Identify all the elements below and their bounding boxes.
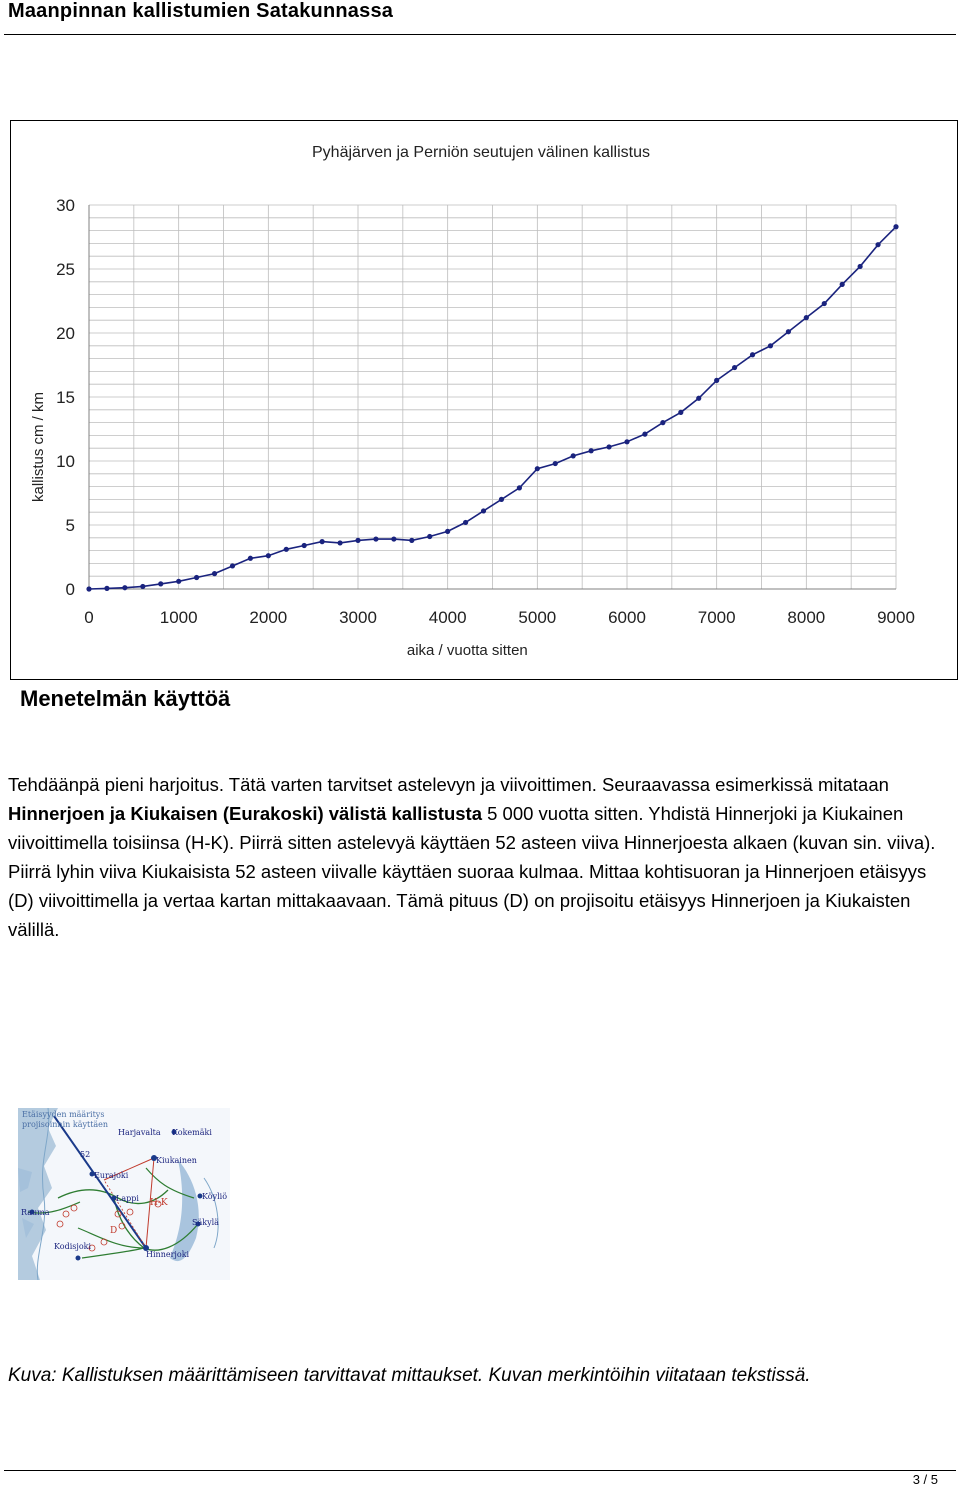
data-point bbox=[822, 301, 827, 306]
data-point bbox=[732, 365, 737, 370]
data-point bbox=[266, 553, 271, 558]
y-tick-label: 15 bbox=[56, 388, 75, 407]
data-point bbox=[678, 410, 683, 415]
map-label-sakyla: Säkylä bbox=[192, 1218, 219, 1227]
data-point bbox=[481, 508, 486, 513]
chart-title: Pyhäjärven ja Perniön seutujen välinen kallistus bbox=[312, 144, 650, 161]
section-heading: Menetelmän käyttöä bbox=[20, 686, 231, 711]
data-point bbox=[571, 453, 576, 458]
x-tick-label: 5000 bbox=[518, 608, 557, 627]
data-point bbox=[373, 536, 378, 541]
data-point bbox=[337, 540, 342, 545]
data-point bbox=[750, 352, 755, 357]
chart-panel bbox=[10, 120, 958, 680]
data-point bbox=[606, 444, 611, 449]
data-point bbox=[660, 420, 665, 425]
page-number: 3 / 5 bbox=[912, 1472, 938, 1487]
data-point bbox=[786, 329, 791, 334]
figure-caption: Kuva: Kallistuksen määrittämiseen tarvittavat mittaukset. Kuvan merkintöihin viitataan tekstissä. bbox=[8, 1365, 811, 1386]
data-point bbox=[158, 581, 163, 586]
x-tick-label: 8000 bbox=[787, 608, 826, 627]
data-point bbox=[875, 242, 880, 247]
data-point bbox=[768, 343, 773, 348]
x-tick-label: 1000 bbox=[159, 608, 198, 627]
data-point bbox=[553, 461, 558, 466]
document-title: Maanpinnan kallistumien Satakunnassa bbox=[8, 0, 394, 22]
data-point bbox=[589, 448, 594, 453]
map-label-kokemaki: Kokemäki bbox=[172, 1128, 212, 1137]
data-point bbox=[696, 396, 701, 401]
data-point bbox=[104, 586, 109, 591]
y-tick-label: 0 bbox=[65, 580, 75, 599]
x-tick-label: 6000 bbox=[608, 608, 646, 627]
data-point bbox=[714, 378, 719, 383]
data-point bbox=[212, 571, 217, 576]
map-label-kiukainen: Kiukainen bbox=[156, 1156, 197, 1165]
x-tick-label: 4000 bbox=[428, 608, 467, 627]
data-point bbox=[409, 538, 414, 543]
x-axis-label: aika / vuotta sitten bbox=[406, 642, 528, 659]
data-point bbox=[86, 586, 91, 591]
map-label-eurajoki: Eurajoki bbox=[94, 1171, 129, 1180]
data-point bbox=[140, 584, 145, 589]
map-label-kodisjoki: Kodisjoki bbox=[54, 1242, 92, 1251]
data-point bbox=[840, 282, 845, 287]
data-point bbox=[517, 485, 522, 490]
data-point bbox=[858, 264, 863, 269]
data-point bbox=[535, 466, 540, 471]
data-point bbox=[499, 497, 504, 502]
map-label-lappi: Lappi bbox=[116, 1194, 139, 1203]
data-point bbox=[302, 543, 307, 548]
y-tick-label: 25 bbox=[56, 260, 75, 279]
data-point bbox=[463, 520, 468, 525]
paragraph-part-2: 5 000 vuotta sitten. Yhdistä Hinnerjoki ja Kiukainen viivoittimella toisiinsa (H-K). Piirrä sitten astelevyä käyttäen 52 asteen viiva Hinnerjoesta alkaen (kuvan sin. viiva). Piirrä lyhin viiva Kiukaisista 52 asteen viivalle käyttäen suoraa kulmaa. Mittaa kohtisuoran ja Hinnerjoen etäisyys (D) viivoittimella ja vertaa kartan mittakaavaan. Tämä pituus (D) on projisoitu etäisyys Hinnerjoen ja Kiukaisten välillä. bbox=[8, 803, 936, 940]
map-label-harjavalta: Harjavalta bbox=[118, 1128, 161, 1137]
projection-map bbox=[18, 1108, 230, 1280]
data-point bbox=[230, 563, 235, 568]
map-label-koylio: Köyliö bbox=[202, 1192, 228, 1201]
header-divider bbox=[4, 34, 956, 35]
paragraph-part-1: Tehdäänpä pieni harjoitus. Tätä varten tarvitset astelevyn ja viivoittimen. Seuraavassa esimerkissä mitataan bbox=[8, 774, 889, 795]
data-point bbox=[445, 529, 450, 534]
data-point bbox=[122, 585, 127, 590]
data-point bbox=[320, 539, 325, 544]
data-point bbox=[176, 579, 181, 584]
data-point bbox=[248, 556, 253, 561]
data-point bbox=[427, 534, 432, 539]
x-tick-label: 7000 bbox=[697, 608, 736, 627]
data-point bbox=[391, 536, 396, 541]
x-tick-label: 2000 bbox=[249, 608, 288, 627]
tilt-line-chart bbox=[11, 121, 957, 679]
footer-divider bbox=[4, 1470, 956, 1471]
data-point bbox=[284, 547, 289, 552]
data-point bbox=[194, 575, 199, 580]
map-label-hk: H-K bbox=[150, 1198, 168, 1208]
x-tick-label: 9000 bbox=[877, 608, 915, 627]
data-point bbox=[642, 432, 647, 437]
map-label-d: D bbox=[110, 1226, 118, 1236]
map-title: Etäisyyden määritys projisoinnin käyttäen bbox=[22, 1110, 109, 1129]
x-tick-label: 3000 bbox=[339, 608, 377, 627]
y-tick-label: 5 bbox=[65, 516, 75, 535]
data-point bbox=[355, 538, 360, 543]
y-tick-label: 10 bbox=[56, 452, 75, 471]
x-tick-label: 0 bbox=[84, 608, 94, 627]
y-axis-label: kallistus cm / km bbox=[30, 391, 47, 503]
data-point bbox=[893, 224, 898, 229]
map-label-hinnerjoki: Hinnerjoki bbox=[146, 1250, 190, 1259]
data-point bbox=[624, 439, 629, 444]
map-label-rauma: Rauma bbox=[21, 1208, 50, 1217]
paragraph-bold-phrase: Hinnerjoen ja Kiukaisen (Eurakoski) välistä kallistusta bbox=[8, 803, 482, 824]
data-point bbox=[804, 315, 809, 320]
y-tick-label: 30 bbox=[56, 196, 75, 215]
body-paragraph bbox=[8, 770, 954, 944]
map-label-angle: 52 bbox=[80, 1150, 91, 1159]
y-tick-label: 20 bbox=[56, 324, 75, 343]
